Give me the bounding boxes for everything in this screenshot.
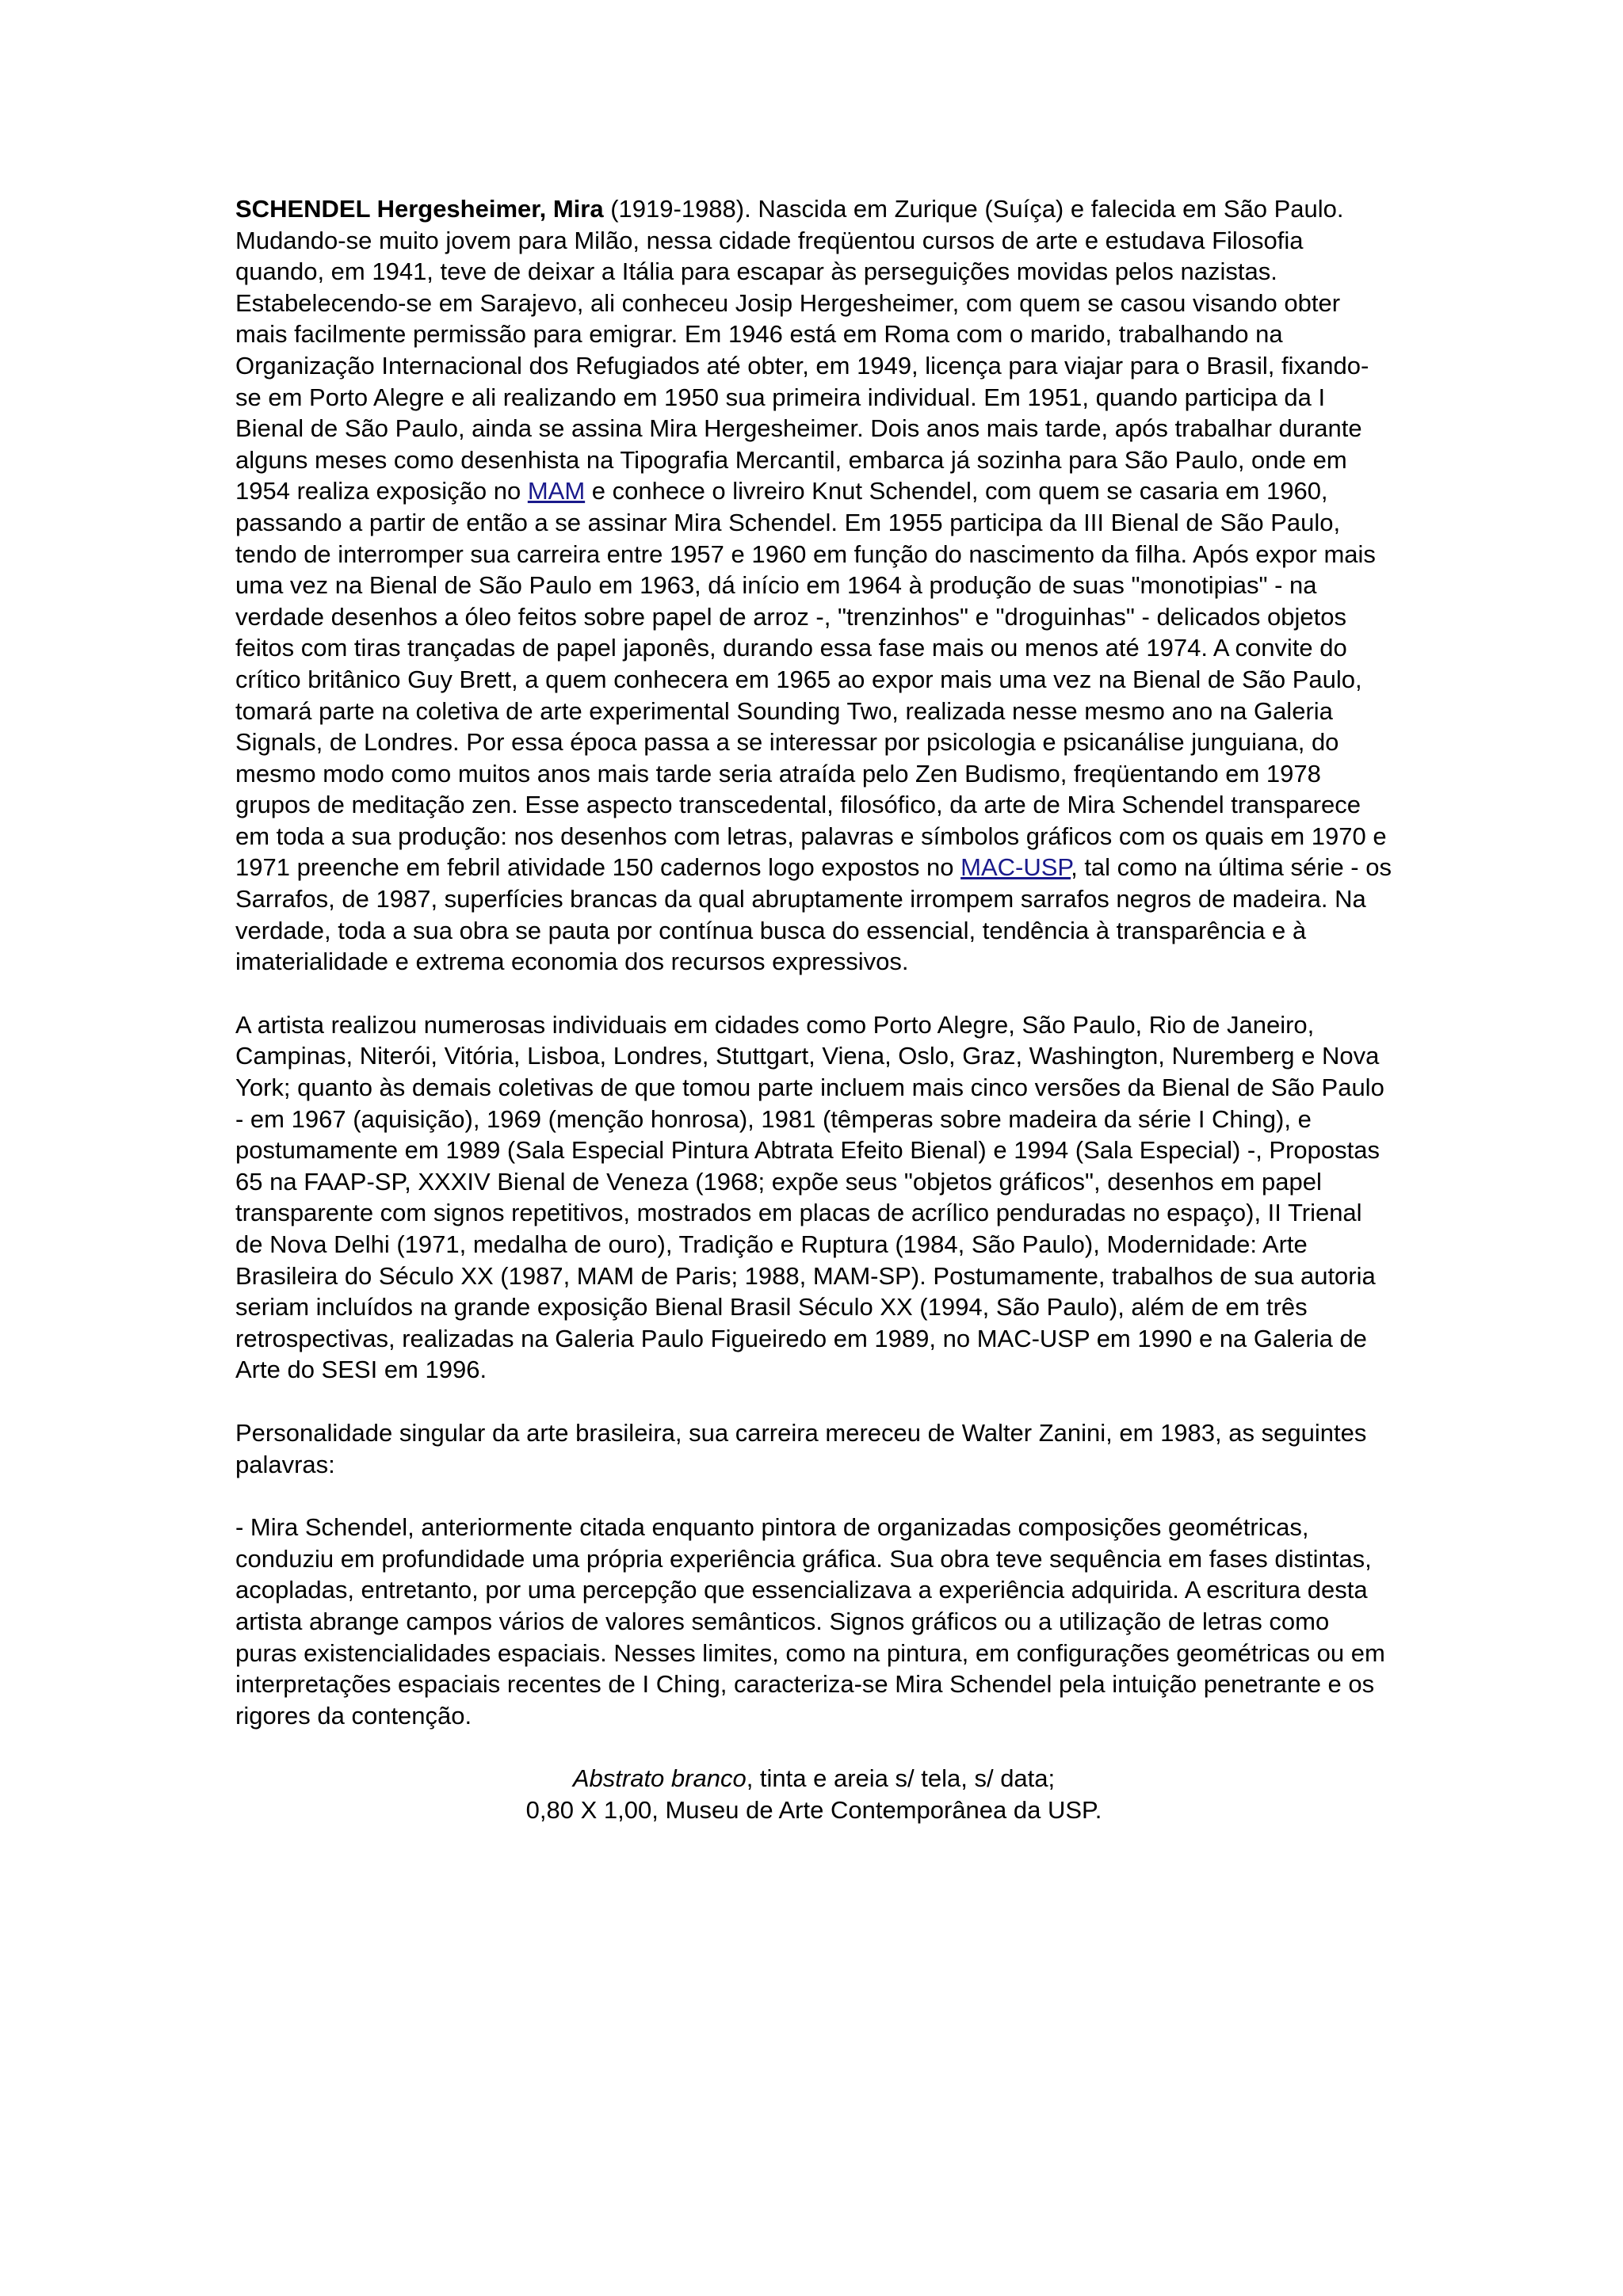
zanini-quote: - Mira Schendel, anteriormente citada enquanto pintora de organizadas composições geométricas, conduziu em profundidade uma própria experiência gráfica. Sua obra teve sequência em fases distintas, acopladas, entretanto, por uma percepção que essencializava a experiência adquirida. A escritura desta artista abrange campos vários de valores semânticos. Signos gráficos ou a utilização de letras como puras existencialidades espaciais. Nesses limites, como na pintura, em configurações geométricas ou em interpretações espaciais recentes de I Ching, caracteriza-se Mira Schendel pela intuição penetrante e os rigores da contenção.: [235, 1513, 1385, 1730]
mac-usp-link[interactable]: MAC-USP: [960, 853, 1071, 882]
biography-text-part3: , tal como na última série - os Sarrafos, de 1987, superfícies brancas da qual abruptamente irrompem sarrafos negros de madeira. Na verdade, toda a sua obra se pauta por contínua busca do essencial, tendência à transparência e à imaterialidade e extrema economia dos recursos expressivos.: [235, 853, 1392, 976]
document-page: [235, 193, 1392, 1826]
exhibitions-paragraph: A artista realizou numerosas individuais em cidades como Porto Alegre, São Paulo, Rio de Janeiro, Campinas, Niterói, Vitória, Lisboa, Londres, Stuttgart, Viena, Oslo, Graz, Washington, Nuremberg e Nova York; quanto às demais coletivas de que tomou parte incluem mais cinco versões da Bienal de São Paulo - em 1967 (aquisição), 1969 (menção honrosa), 1981 (têmperas sobre madeira da série I Ching), e postumamente em 1989 (Sala Especial Pintura Abtrata Efeito Bienal) e 1994 (Sala Especial) -, Propostas 65 na FAAP-SP, XXXIV Bienal de Veneza (1968; expõe seus "objetos gráficos", desenhos em papel transparente com signos repetitivos, mostrados em placas de acrílico penduradas no espaço), II Trienal de Nova Delhi (1971, medalha de ouro), Tradição e Ruptura (1984, São Paulo), Modernidade: Arte Brasileira do Século XX (1987, MAM de Paris; 1988, MAM-SP). Postumamente, trabalhos de sua autoria seriam incluídos na grande exposição Bienal Brasil Século XX (1994, São Paulo), além de em três retrospectivas, realizadas na Galeria Paulo Figueiredo em 1989, no MAC-USP em 1990 e na Galeria de Arte do SESI em 1996.: [235, 1010, 1384, 1384]
artwork-title: Abstrato branco: [572, 1764, 747, 1793]
artist-name: SCHENDEL Hergesheimer, Mira: [235, 195, 604, 223]
biography-text-part1: (1919-1988). Nascida em Zurique (Suíça) e falecida em São Paulo. Mudando-se muito jovem para Milão, nessa cidade freqüentou cursos de arte e estudava Filosofia quando, em 1941, teve de deixar a Itália para escapar às perseguições movidas pelos nazistas. Estabelecendo-se em Sarajevo, ali conheceu Josip Hergesheimer, com quem se casou visando obter mais facilmente permissão para emigrar. Em 1946 está em Roma com o marido, trabalhando na Organização Internacional dos Refugiados até obter, em 1949, licença para viajar para o Brasil, fixando-se em Porto Alegre e ali realizando em 1950 sua primeira individual. Em 1951, quando participa da I Bienal de São Paulo, ainda se assina Mira Hergesheimer. Dois anos mais tarde, após trabalhar durante alguns meses como desenhista na Tipografia Mercantil, embarca já sozinha para São Paulo, onde em 1954 realiza exposição no: [235, 195, 1369, 505]
artwork-medium: , tinta e areia s/ tela, s/ data;: [746, 1764, 1056, 1793]
caption-line-1: [235, 1763, 1392, 1794]
biography-text-part2: e conhece o livreiro Knut Schendel, com quem se casaria em 1960, passando a partir de então a se assinar Mira Schendel. Em 1955 participa da III Bienal de São Paulo, tendo de interromper sua carreira entre 1957 e 1960 em função do nascimento da filha. Após expor mais uma vez na Bienal de São Paulo em 1963, dá início em 1964 à produção de suas "monotipias" - na verdade desenhos a óleo feitos sobre papel de arroz -, "trenzinhos" e "droguinhas" - delicados objetos feitos com tiras trançadas de papel japonês, durando essa fase mais ou menos até 1974. A convite do crítico britânico Guy Brett, a quem conhecera em 1965 ao expor mais uma vez na Bienal de São Paulo, tomará parte na coletiva de arte experimental Sounding Two, realizada nesse mesmo ano na Galeria Signals, de Londres. Por essa época passa a se interessar por psicologia e psicanálise junguiana, do mesmo modo como muitos anos mais tarde seria atraída pelo Zen Budismo, freqüentando em 1978 grupos de meditação zen. Esse aspecto transcedental, filosófico, da arte de Mira Schendel transparece em toda a sua produção: nos desenhos com letras, palavras e símbolos gráficos com os quais em 1970 e 1971 preenche em febril atividade 150 cadernos logo expostos no: [235, 477, 1387, 882]
caption-line-2: 0,80 X 1,00, Museu de Arte Contemporânea da USP.: [525, 1795, 1102, 1824]
biography-paragraph: [235, 193, 1392, 978]
mam-link[interactable]: MAM: [527, 477, 586, 505]
artwork-caption: [235, 1763, 1392, 1825]
quote-introduction: Personalidade singular da arte brasileira, sua carreira mereceu de Walter Zanini, em 1983, as seguintes palavras:: [235, 1418, 1367, 1478]
